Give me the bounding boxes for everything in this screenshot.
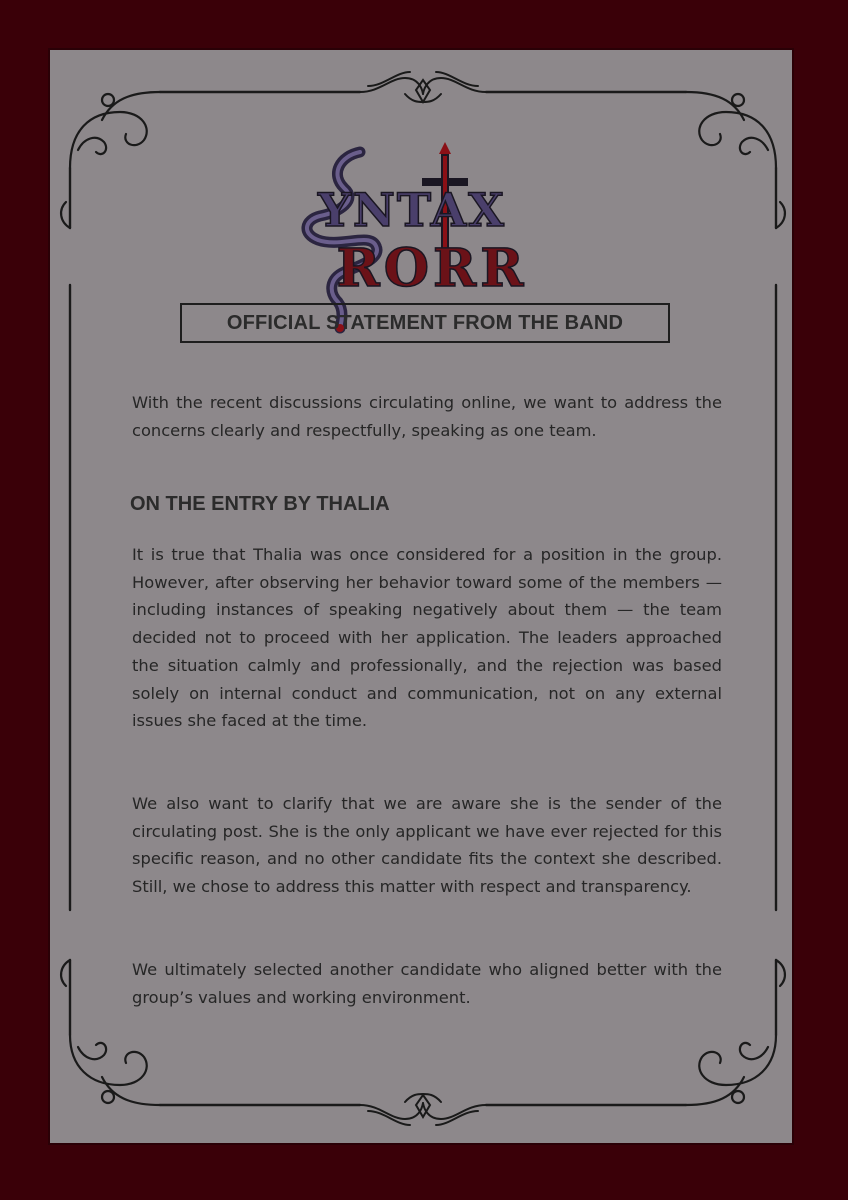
bottom-center-ornament bbox=[360, 1094, 486, 1125]
section-heading: ON THE ENTRY BY THALIA bbox=[130, 493, 390, 515]
statement-title: OFFICIAL STATEMENT FROM THE BAND bbox=[226, 311, 624, 334]
statement-title-box bbox=[180, 303, 670, 343]
paragraph-3: We ultimately selected another candidate who aligned better with the group’s values and working environment. bbox=[132, 960, 722, 1007]
logo-lettering-top: YNTAX bbox=[318, 183, 506, 237]
paragraph-1: It is true that Thalia was once considered for a position in the group. However, after observing her behavior toward some of the members —including instances of speaking negatively about them — the team decided not to proceed with her application. The leaders approached the situation calmly and professionally, and the rejection was based solely on internal conduct and communication, not on any external issues she faced at the time. bbox=[132, 545, 722, 731]
corner-ornament-top-left bbox=[61, 92, 160, 228]
corner-ornament-top-right bbox=[686, 92, 785, 228]
paragraph-2: We also want to clarify that we are aware she is the sender of the circulating post. She is the only applicant we have ever rejected for this specific reason, and no other candidate fits the context she described. Still, we chose to address this matter with respect and transparency. bbox=[132, 794, 722, 897]
logo-lettering-bottom: RORR bbox=[336, 238, 528, 299]
top-center-ornament bbox=[360, 72, 486, 102]
statement-page bbox=[48, 48, 794, 1145]
intro-paragraph: With the recent discussions circulating online, we want to address the concerns clearly and respectfully, speaking as one team. bbox=[132, 393, 722, 440]
